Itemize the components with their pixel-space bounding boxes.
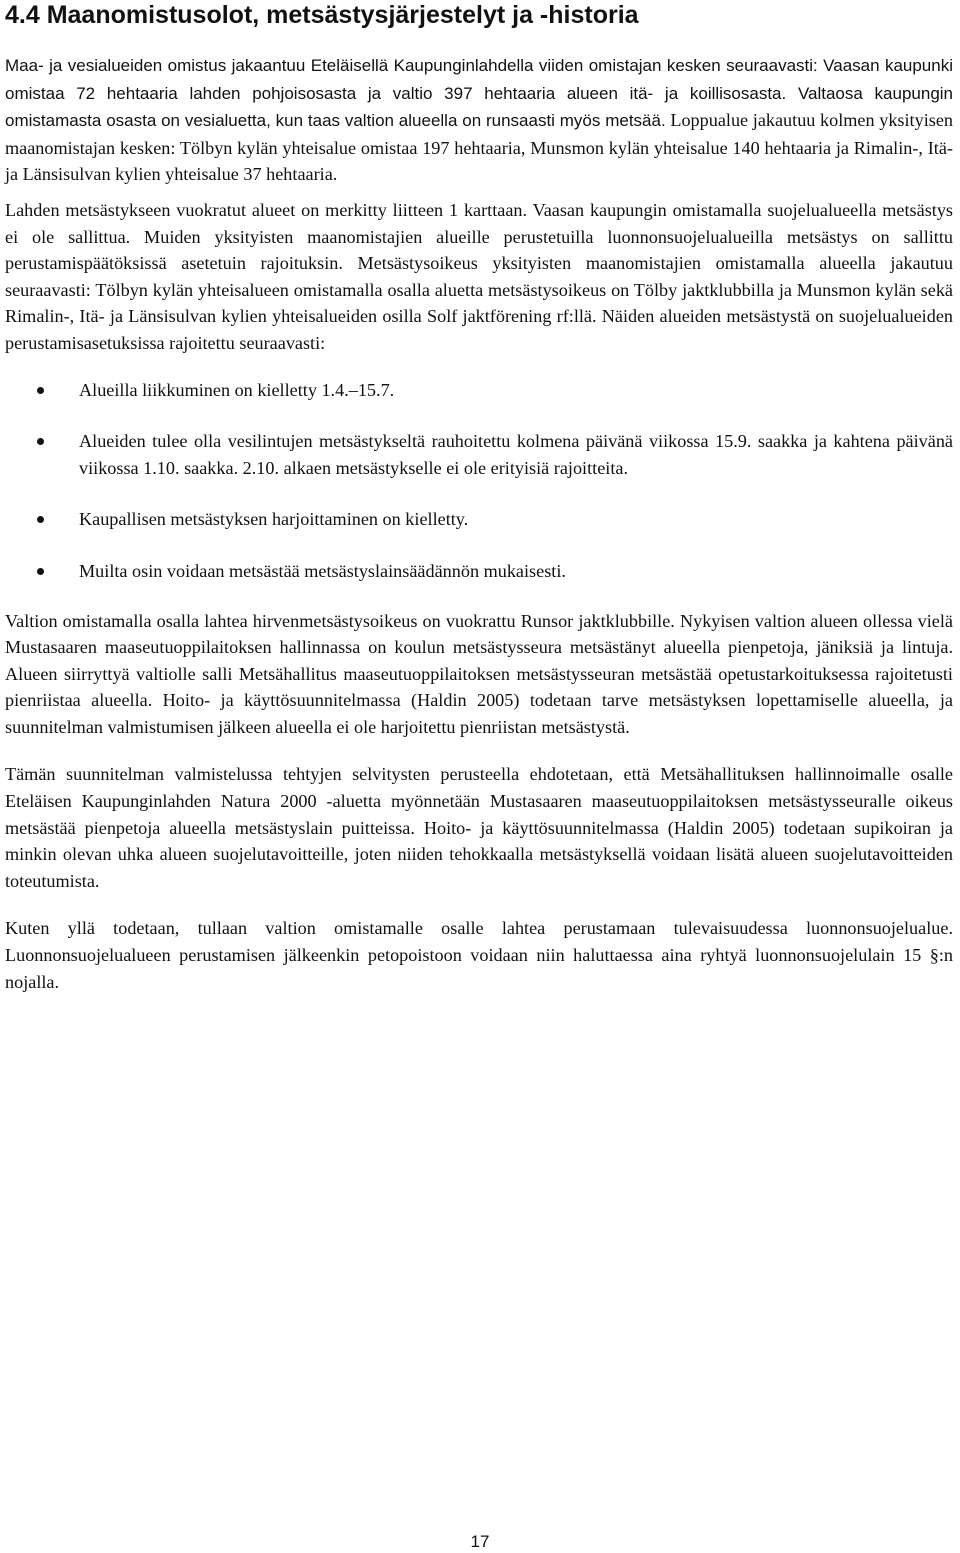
bullet-icon <box>37 516 44 523</box>
list-item <box>5 506 953 533</box>
bullet-icon <box>37 568 44 575</box>
list-item-text: Alueilla liikkuminen on kielletty 1.4.–15.7. <box>79 379 395 400</box>
paragraph-state-hunting: Valtion omistamalla osalla lahtea hirvenmetsästysoikeus on vuokrattu Runsor jaktklubbille. Nykyisen valtion alueen ollessa vielä Mustasaaren maaseutuoppilaitoksen hallinnassa on koulun metsästysseura metsästänyt alueella pienpetoja, jäniksiä ja lintuja. Alueen siirryttyä valtiolle salli Metsähallitus maaseutuoppilaitoksen metsästysseuran metsästää opetustarkoituksessa rajoitetusti pienriistaa alueella. Hoito- ja käyttösuunnitelmassa (Haldin 2005) todetaan tarve metsästyksen lopettamiselle alueella, ja suunnitelman valmistumisen jälkeen alueella ei ole harjoitettu pienriistan metsästystä. <box>5 610 953 737</box>
bullet-icon <box>37 438 44 445</box>
paragraph-hunting-areas: Lahden metsästykseen vuokratut alueet on merkitty liitteen 1 karttaan. Vaasan kaupungin omistamalla suojelualueella metsästys ei ole sallittua. Muiden yksityisten maanomistajien alueille perustetuilla luonnonsuojelualueilla metsästys on sallittu perustamispäätöksissä asetetuin rajoituksin. Metsästysoikeus yksityisten maanomistajien omistamalla alueella jakautuu seuraavasti: Tölbyn kylän yhteisalueen omistamalla osalla aluetta metsästysoikeus on Tölby jaktklubbilla ja Munsmon kylän sekä Rimalin-, Itä- ja Länsisulvan kylien yhteisalueiden osilla Solf jaktförening rf:llä. Näiden alueiden metsästystä on suojelualueiden perustamisasetuksissa rajoitettu seuraavasti: <box>5 199 953 353</box>
paragraph-ownership-sans: Maa- ja vesialueiden omistus jakaantuu Eteläisellä Kaupunginlahdella viiden omistajan kesken seuraavasti: Vaasan kaupunki omistaa 72 hehtaaria lahden pohjoisosasta ja valtio 397 hehtaaria alueen itä- ja koillisosasta. Valtaosa kaupungin omistamasta osasta on vesialuetta, kun taas valtion alueella on runsaasti myös metsää. <box>5 56 953 131</box>
paragraph-ownership-serif: Loppualue jakautuu kolmen yksityisen maanomistajan kesken: Tölbyn kylän yhteisalue omistaa 197 hehtaaria, Munsmon kylän yhteisalue 140 hehtaaria ja Rimalin-, Itä- ja Länsisulvan kylien yhteisalue 37 hehtaaria. <box>5 110 953 185</box>
restrictions-list <box>5 377 953 585</box>
paragraph-proposal: Tämän suunnitelman valmistelussa tehtyjen selvitysten perusteella ehdotetaan, että Metsähallituksen hallinnoimalle osalle Eteläisen Kaupunginlahden Natura 2000 -aluetta myönnetään Mustasaaren maaseutuoppilaitoksen metsästysseuralle oikeus metsästää pienpetoja alueella metsästyslain puitteissa. Hoito- ja käyttösuunnitelmassa (Haldin 2005) todetaan supikoiran ja minkin olevan uhka alueen suojelutavoitteille, joten niiden tehokkaalla metsästyksellä voidaan lisätä alueen suojelutavoitteiden toteutumista. <box>5 764 953 891</box>
list-item <box>5 428 953 481</box>
list-item <box>5 558 953 585</box>
list-item-text: Kaupallisen metsästyksen harjoittaminen on kielletty. <box>79 509 469 530</box>
page-number: 17 <box>470 1532 490 1551</box>
paragraph-ownership <box>5 52 953 188</box>
section-heading: 4.4 Maanomistusolot, metsästysjärjestelyt ja -historia <box>5 1 639 29</box>
list-item <box>5 377 953 404</box>
bullet-icon <box>37 387 44 394</box>
list-item-text: Alueiden tulee olla vesilintujen metsästykseltä rauhoitettu kolmena päivänä viikossa 15.9. saakka ja kahtena päivänä viikossa 1.10. saakka. 2.10. alkaen metsästykselle ei ole erityisiä rajoitteita. <box>79 431 953 478</box>
paragraph-conclusion: Kuten yllä todetaan, tullaan valtion omistamalle osalle lahtea perustamaan tulevaisuudessa luonnonsuojelualue. Luonnonsuojelualueen perustamisen jälkeenkin petopoistoon voidaan niin haluttaessa aina ryhtyä luonnonsuojelulain 15 §:n nojalla. <box>5 918 953 992</box>
list-item-text: Muilta osin voidaan metsästää metsästyslainsäädännön mukaisesti. <box>79 560 566 581</box>
body-text <box>5 52 953 1004</box>
